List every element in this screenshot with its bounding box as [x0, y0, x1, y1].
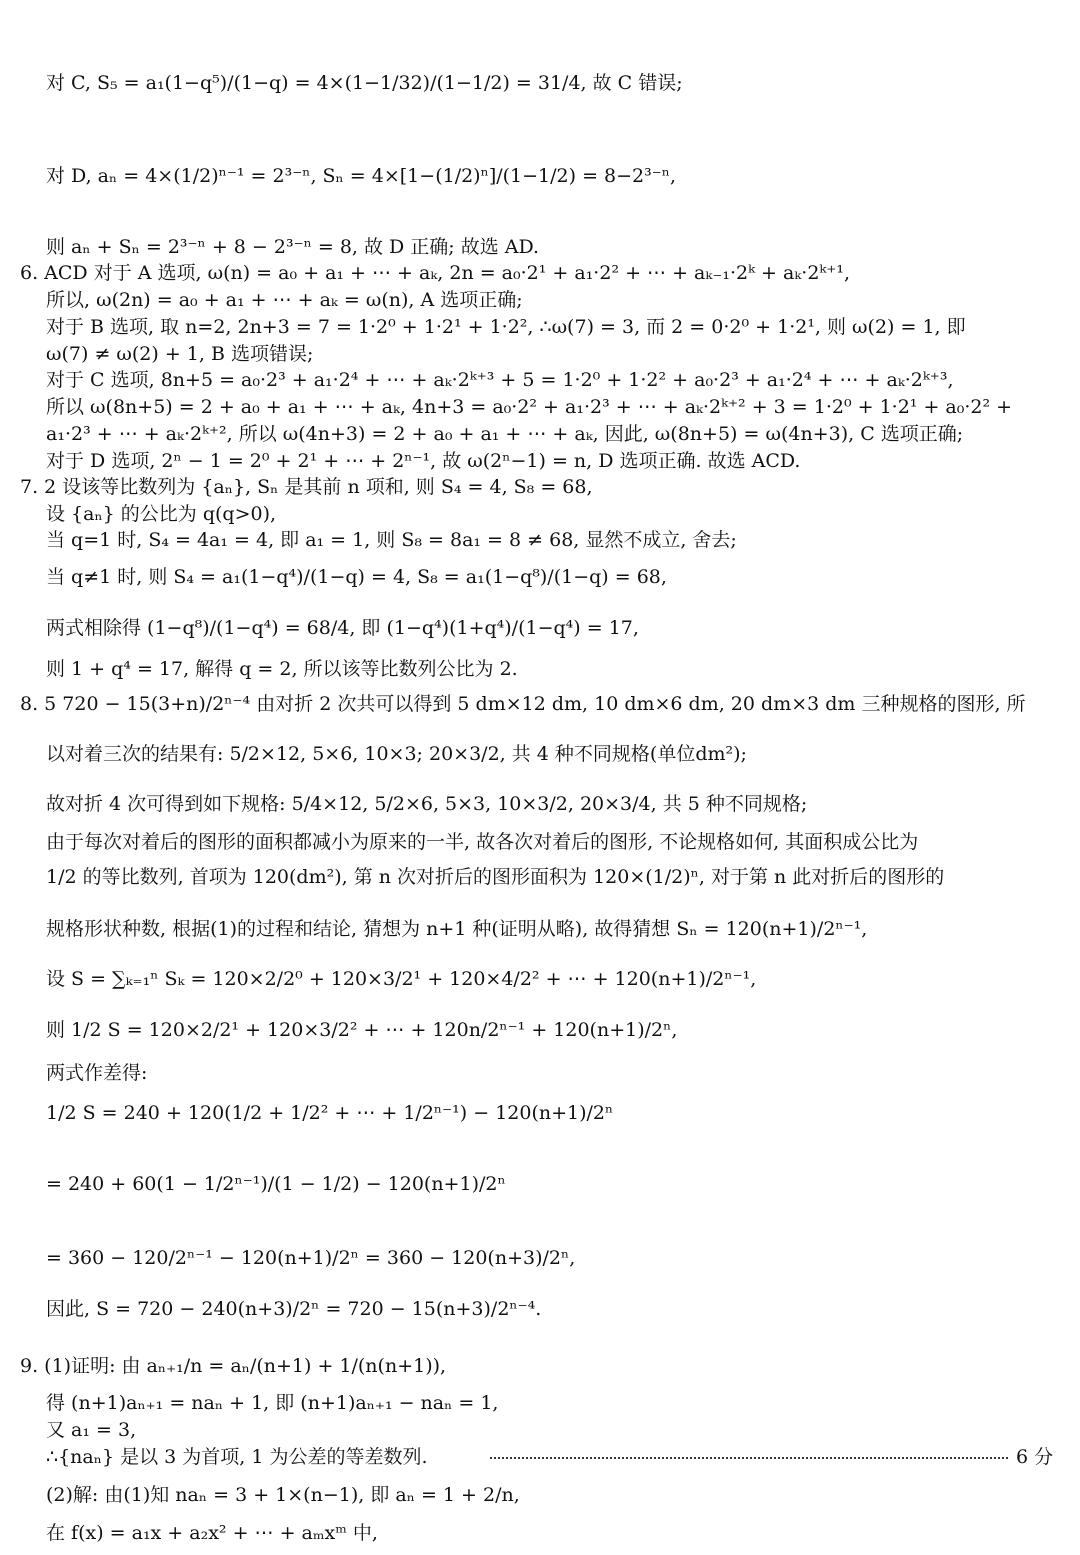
text-line: 对于 B 选项, 取 n=2, 2n+3 = 7 = 1·2⁰ + 1·2¹ + 1·2², ∴ω(7) = 3, 而 2 = 0·2⁰ + 1·2¹, 则 ω(2) = 1, 即: [46, 316, 966, 338]
text-line: 故对折 4 次可得到如下规格: 5/4×12, 5/2×6, 5×3, 10×3/2, 20×3/4, 共 5 种不同规格;: [46, 793, 808, 815]
text-line: 两式作差得:: [46, 1062, 148, 1084]
text-line: ∴{naₙ} 是以 3 为首项, 1 为公差的等差数列.: [46, 1446, 428, 1468]
text-line: 因此, S = 720 − 240(n+3)/2ⁿ = 720 − 15(n+3)/2ⁿ⁻⁴.: [46, 1298, 542, 1320]
text-line: 7. 2 设该等比数列为 {aₙ}, Sₙ 是其前 n 项和, 则 S₄ = 4, S₈ = 68,: [20, 476, 593, 498]
text-line: 对 D, aₙ = 4×(1/2)ⁿ⁻¹ = 2³⁻ⁿ, Sₙ = 4×[1−(1/2)ⁿ]/(1−1/2) = 8−2³⁻ⁿ,: [46, 165, 677, 187]
text-line: a₁·2³ + ⋯ + aₖ·2ᵏ⁺², 所以 ω(4n+3) = 2 + a₀ + a₁ + ⋯ + aₖ, 因此, ω(8n+5) = ω(4n+3), C 选项正确;: [46, 423, 964, 445]
text-line: 当 q≠1 时, 则 S₄ = a₁(1−q⁴)/(1−q) = 4, S₈ = a₁(1−q⁸)/(1−q) = 68,: [46, 566, 667, 588]
text-line: 设 {aₙ} 的公比为 q(q>0),: [46, 503, 277, 525]
text-line: 由于每次对着后的图形的面积都减小为原来的一半, 故各次对着后的图形, 不论规格如何, 其面积成公比为: [46, 831, 919, 853]
text-line: = 360 − 120/2ⁿ⁻¹ − 120(n+1)/2ⁿ = 360 − 120(n+3)/2ⁿ,: [46, 1247, 576, 1269]
text-line: 对 C, S₅ = a₁(1−q⁵)/(1−q) = 4×(1−1/32)/(1−1/2) = 31/4, 故 C 错误;: [46, 72, 683, 94]
text-line: 6. ACD 对于 A 选项, ω(n) = a₀ + a₁ + ⋯ + aₖ, 2n = a₀·2¹ + a₁·2² + ⋯ + aₖ₋₁·2ᵏ + aₖ·2ᵏ⁺¹,: [20, 262, 851, 284]
text-line: 所以 ω(8n+5) = 2 + a₀ + a₁ + ⋯ + aₖ, 4n+3 = a₀·2² + a₁·2³ + ⋯ + aₖ·2ᵏ⁺² + 3 = 1·2⁰ + 1·2¹ + a₀·2² +: [46, 396, 1013, 418]
text-line: 9. (1)证明: 由 aₙ₊₁/n = aₙ/(n+1) + 1/(n(n+1)),: [20, 1355, 447, 1377]
score-label: 6 分: [1016, 1446, 1054, 1468]
text-line: 则 1 + q⁴ = 17, 解得 q = 2, 所以该等比数列公比为 2.: [46, 658, 518, 680]
text-line: 在 f(x) = a₁x + a₂x² + ⋯ + aₘxᵐ 中,: [46, 1522, 378, 1544]
text-line: 又 a₁ = 3,: [46, 1419, 137, 1441]
dotted-leader: [490, 1457, 1008, 1459]
text-line: 8. 5 720 − 15(3+n)/2ⁿ⁻⁴ 由对折 2 次共可以得到 5 dm×12 dm, 10 dm×6 dm, 20 dm×3 dm 三种规格的图形, 所: [20, 693, 1026, 715]
text-line: ω(7) ≠ ω(2) + 1, B 选项错误;: [46, 343, 314, 365]
text-line: 规格形状种数, 根据(1)的过程和结论, 猜想为 n+1 种(证明从略), 故得猜想 Sₙ = 120(n+1)/2ⁿ⁻¹,: [46, 918, 868, 940]
text-line: 两式相除得 (1−q⁸)/(1−q⁴) = 68/4, 即 (1−q⁴)(1+q⁴)/(1−q⁴) = 17,: [46, 617, 639, 639]
text-line: 则 1/2 S = 120×2/2¹ + 120×3/2² + ⋯ + 120n/2ⁿ⁻¹ + 120(n+1)/2ⁿ,: [46, 1019, 678, 1041]
text-line: 则 aₙ + Sₙ = 2³⁻ⁿ + 8 − 2³⁻ⁿ = 8, 故 D 正确; 故选 AD.: [46, 236, 540, 258]
text-line: 以对着三次的结果有: 5/2×12, 5×6, 10×3; 20×3/2, 共 4 种不同规格(单位dm²);: [46, 743, 747, 765]
text-line: 当 q=1 时, S₄ = 4a₁ = 4, 即 a₁ = 1, 则 S₈ = 8a₁ = 8 ≠ 68, 显然不成立, 舍去;: [46, 529, 737, 551]
text-line: 得 (n+1)aₙ₊₁ = naₙ + 1, 即 (n+1)aₙ₊₁ − naₙ = 1,: [46, 1392, 499, 1414]
text-line: 1/2 的等比数列, 首项为 120(dm²), 第 n 次对折后的图形面积为 120×(1/2)ⁿ, 对于第 n 此对折后的图形的: [46, 866, 945, 888]
text-line: (2)解: 由(1)知 naₙ = 3 + 1×(n−1), 即 aₙ = 1 + 2/n,: [46, 1484, 520, 1506]
text-line: 对于 C 选项, 8n+5 = a₀·2³ + a₁·2⁴ + ⋯ + aₖ·2ᵏ⁺³ + 5 = 1·2⁰ + 1·2² + a₀·2³ + a₁·2⁴ + ⋯ + aₖ·2ᵏ⁺³,: [46, 369, 954, 391]
text-line: 对于 D 选项, 2ⁿ − 1 = 2⁰ + 2¹ + ⋯ + 2ⁿ⁻¹, 故 ω(2ⁿ−1) = n, D 选项正确. 故选 ACD.: [46, 450, 801, 472]
text-line: = 240 + 60(1 − 1/2ⁿ⁻¹)/(1 − 1/2) − 120(n+1)/2ⁿ: [46, 1173, 506, 1195]
text-line: 所以, ω(2n) = a₀ + a₁ + ⋯ + aₖ = ω(n), A 选项正确;: [46, 289, 523, 311]
text-line: 设 S = ∑ₖ₌₁ⁿ Sₖ = 120×2/2⁰ + 120×3/2¹ + 120×4/2² + ⋯ + 120(n+1)/2ⁿ⁻¹,: [46, 968, 757, 990]
text-line: 1/2 S = 240 + 120(1/2 + 1/2² + ⋯ + 1/2ⁿ⁻¹) − 120(n+1)/2ⁿ: [46, 1102, 614, 1124]
